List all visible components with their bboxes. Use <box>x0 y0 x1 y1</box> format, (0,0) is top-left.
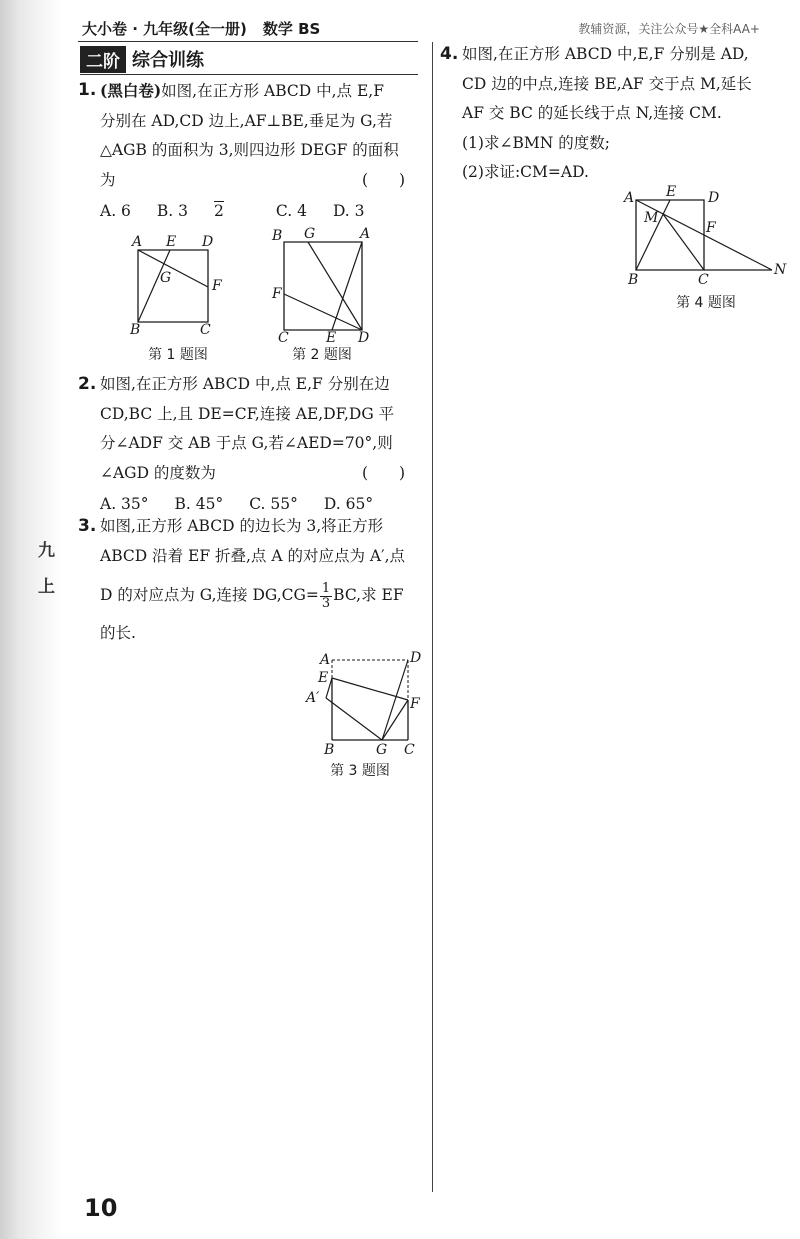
problem-3-line-2: ABCD 沿着 EF 折叠,点 A 的对应点为 A′,点 <box>100 546 406 565</box>
problem-1-line-2: 分别在 AD,CD 边上,AF⊥BE,垂足为 G,若 <box>100 111 393 130</box>
label-a: A <box>360 226 371 242</box>
option-2a: A. 35° <box>100 495 149 513</box>
label-a: A <box>624 190 635 206</box>
label-b: B <box>324 742 335 758</box>
label-f: F <box>410 696 420 712</box>
section-rule <box>80 74 418 75</box>
segment-dg <box>382 660 408 740</box>
page-header <box>82 18 320 39</box>
label-f: F <box>706 220 716 236</box>
label-e: E <box>326 330 337 346</box>
option-1b: B. 3 2 <box>156 202 224 220</box>
label-e: E <box>166 234 177 250</box>
label-f: F <box>272 286 282 302</box>
problem-4-line-2: CD 边的中点,连接 BE,AF 交于点 M,延长 <box>462 74 752 93</box>
problem-4-line-1: 如图,在正方形 ABCD 中,E,F 分别是 AD, <box>462 45 749 63</box>
answer-paren-1: ( ) <box>362 170 406 189</box>
option-2d: D. 65° <box>323 495 374 513</box>
figure-1-caption: 第 1 题图 <box>148 347 208 363</box>
page-binding-edge <box>0 0 62 1239</box>
label-b: B <box>130 322 141 338</box>
label-d: D <box>708 190 720 206</box>
problem-1-line-4: 为 <box>100 170 116 189</box>
problem-3-line-1: 如图,正方形 ABCD 的边长为 3,将正方形 <box>100 517 384 535</box>
problem-3-number: 3. <box>78 516 97 536</box>
label-c: C <box>278 330 289 346</box>
subject-label: 数学 BS <box>262 20 321 38</box>
label-c: C <box>404 742 415 758</box>
edge-mark-2: 上 <box>38 577 55 597</box>
label-d: D <box>410 650 422 666</box>
label-g: G <box>376 742 388 758</box>
problem-1-tag: (黑白卷) <box>100 81 162 100</box>
label-b: B <box>628 272 639 288</box>
segment-be <box>138 250 170 322</box>
answer-paren-2: ( ) <box>362 463 406 482</box>
column-divider <box>432 42 433 1192</box>
problem-3-line-4: 的长. <box>100 624 136 642</box>
label-m: M <box>644 210 659 226</box>
label-e: E <box>666 184 677 200</box>
figure-3 <box>300 646 422 758</box>
page-number: 10 <box>84 1194 118 1222</box>
sqrt-radicand: 2 <box>214 202 224 220</box>
label-f: F <box>212 278 222 294</box>
problem-1-number: 1. <box>78 80 97 100</box>
figure-4 <box>620 186 792 290</box>
label-e: E <box>318 670 329 686</box>
square-abcd <box>138 250 208 322</box>
label-d: D <box>358 330 370 346</box>
problem-3-line-3b: BC,求 EF <box>333 586 404 604</box>
figure-3-caption: 第 3 题图 <box>330 763 390 779</box>
figure-4-caption: 第 4 题图 <box>676 295 736 311</box>
option-1a: A. 6 <box>100 202 131 220</box>
problem-1-line-1: 如图,在正方形 ABCD 中,点 E,F <box>161 82 384 100</box>
section-heading <box>80 46 204 72</box>
problem-1 <box>100 76 420 227</box>
segment-af <box>138 250 208 287</box>
figure-1 <box>128 232 228 342</box>
segment-a-prime-g <box>326 698 382 740</box>
segment-dg <box>308 242 362 330</box>
problem-4-number: 4. <box>440 44 459 64</box>
problem-4-line-3: AF 交 BC 的延长线于点 N,连接 CM. <box>462 104 722 122</box>
problem-3 <box>100 512 420 649</box>
problem-4-sub-1: (1)求∠BMN 的度数; <box>462 133 610 152</box>
label-a: A <box>320 652 331 668</box>
label-d: D <box>202 234 214 250</box>
option-2c: C. 55° <box>249 495 298 513</box>
problem-1-line-3: △AGB 的面积为 3,则四边形 DEGF 的面积 <box>100 141 399 159</box>
option-2b: B. 45° <box>174 495 224 513</box>
segment-cm <box>663 214 704 270</box>
square-bacd <box>284 242 362 330</box>
label-a: A <box>132 234 143 250</box>
problem-4 <box>462 40 782 188</box>
problem-2-line-1: 如图,在正方形 ABCD 中,点 E,F 分别在边 <box>100 375 390 393</box>
problem-2 <box>100 370 420 520</box>
problem-2-number: 2. <box>78 374 97 394</box>
section-title: 综合训练 <box>132 50 204 71</box>
problem-4-sub-2: (2)求证:CM=AD. <box>462 163 589 181</box>
section-badge: 二阶 <box>80 46 126 73</box>
label-g: G <box>304 226 316 242</box>
problem-2-line-3: 分∠ADF 交 AB 于点 G,若∠AED=70°,则 <box>100 434 393 452</box>
fraction-one-third: $\frac{1}{3}$ <box>321 580 331 611</box>
label-n: N <box>774 262 787 278</box>
book-title: 大小卷 · 九年级(全一册) <box>82 20 247 38</box>
header-rule <box>78 41 418 42</box>
option-1d: D. 3 <box>332 202 365 220</box>
figure-2-caption: 第 2 题图 <box>292 347 352 363</box>
segment-af <box>332 242 362 330</box>
header-note: 教辅资源，关注公众号★全科AA+ <box>578 22 760 36</box>
problem-2-line-2: CD,BC 上,且 DE=CF,连接 AE,DF,DG 平 <box>100 404 395 423</box>
label-a-prime: A′ <box>306 690 320 706</box>
figure-2 <box>270 226 380 346</box>
problem-2-line-4: ∠AGD 的度数为 <box>100 463 216 482</box>
label-c: C <box>698 272 709 288</box>
label-c: C <box>200 322 211 338</box>
label-g: G <box>160 270 172 286</box>
edge-mark-1: 九 <box>38 541 55 561</box>
label-b: B <box>272 228 283 244</box>
segment-gf <box>382 700 408 740</box>
option-1c: C. 4 <box>275 202 307 220</box>
problem-3-line-3a: D 的对应点为 G,连接 DG,CG= <box>100 586 319 604</box>
